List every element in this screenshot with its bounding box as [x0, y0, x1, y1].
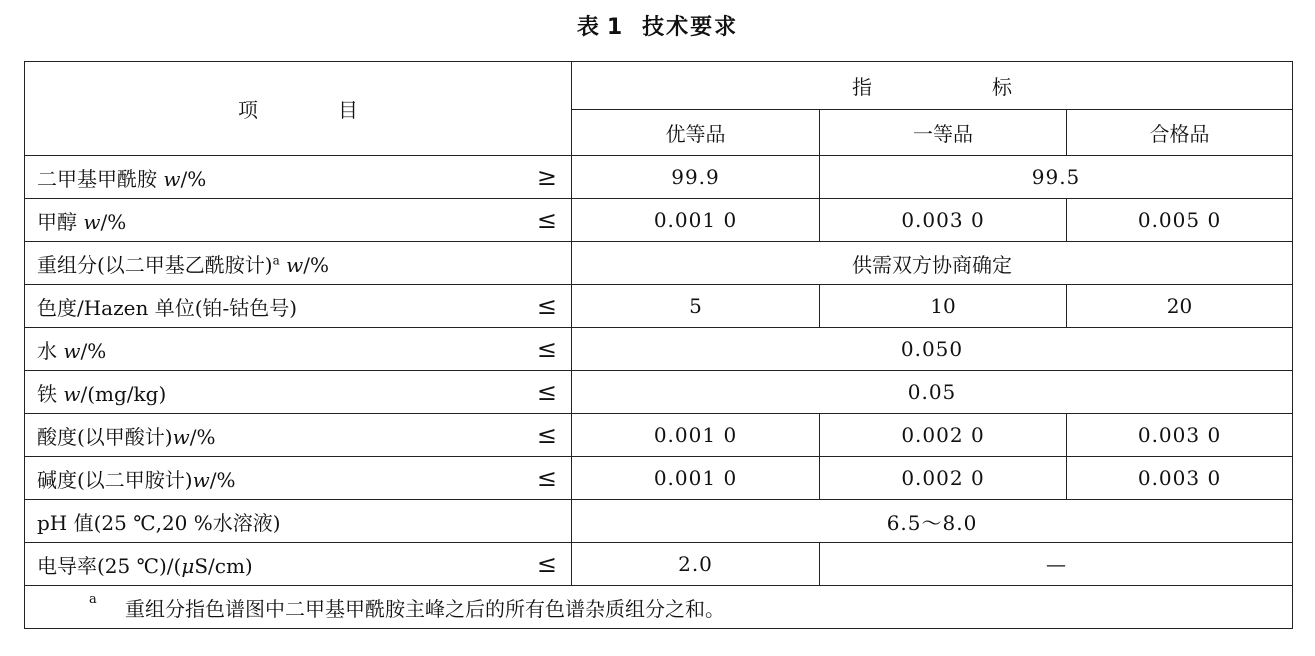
footnote-row — [25, 586, 1293, 629]
row-value: 供需双方协商确定 — [572, 242, 1293, 285]
row-item — [25, 500, 572, 543]
row-var: w — [63, 381, 81, 406]
row-operator: ≤ — [536, 335, 557, 363]
row-item — [25, 457, 572, 500]
table-row — [25, 285, 1293, 328]
row-value: 0.003 0 — [1067, 414, 1293, 457]
row-operator: ≤ — [536, 292, 557, 320]
row-item — [25, 543, 572, 586]
table-row — [25, 457, 1293, 500]
table-row — [25, 414, 1293, 457]
table-row — [25, 156, 1293, 199]
footnote-mark: a — [89, 592, 97, 607]
row-label: pH 值(25 ℃,20 %水溶液) — [37, 510, 281, 535]
row-item — [25, 371, 572, 414]
row-label: 色度/Hazen 单位(铂-钴色号) — [37, 295, 298, 320]
header-row — [25, 62, 1293, 110]
row-unit: /% — [189, 424, 216, 449]
row-label: 酸度(以甲酸计) — [37, 424, 173, 449]
row-var: w — [286, 252, 304, 277]
header-grade-premium: 优等品 — [572, 110, 820, 156]
row-unit: /% — [303, 252, 329, 277]
row-unit: /% — [180, 166, 207, 191]
row-label: 水 — [37, 338, 64, 363]
header-grade-qualified: 合格品 — [1067, 110, 1293, 156]
row-value: 0.002 0 — [820, 414, 1067, 457]
row-label: 碱度(以二甲胺计) — [37, 467, 193, 492]
row-operator: ≤ — [536, 550, 557, 578]
row-value: 0.003 0 — [820, 199, 1067, 242]
row-item — [25, 328, 572, 371]
row-operator: ≤ — [536, 206, 557, 234]
row-label: 电导率(25 ℃)/( — [37, 553, 182, 578]
table-row — [25, 199, 1293, 242]
header-grade-first: 一等品 — [820, 110, 1067, 156]
row-item — [25, 199, 572, 242]
row-value: 2.0 — [572, 543, 820, 586]
row-value: 0.001 0 — [572, 199, 820, 242]
row-footnote-mark: a — [272, 252, 280, 267]
row-var: w — [163, 166, 181, 191]
row-value: 5 — [572, 285, 820, 328]
row-value: 0.002 0 — [820, 457, 1067, 500]
row-item — [25, 242, 572, 285]
row-unit: /(mg/kg) — [80, 381, 167, 406]
table-row — [25, 242, 1293, 285]
title-prefix: 表 — [576, 15, 601, 40]
row-unit: /% — [80, 338, 107, 363]
row-var: w — [83, 209, 101, 234]
row-label: 铁 — [37, 381, 64, 406]
row-value: 99.5 — [820, 156, 1293, 199]
row-operator: ≤ — [536, 378, 557, 406]
table-row — [25, 328, 1293, 371]
technical-requirements-table — [24, 61, 1293, 629]
row-value: 0.05 — [572, 371, 1293, 414]
row-value: 99.9 — [572, 156, 820, 199]
header-item: 项 目 — [25, 62, 572, 156]
row-value: — — [820, 543, 1293, 586]
row-var: μ — [181, 553, 195, 578]
row-value: 0.050 — [572, 328, 1293, 371]
row-value: 0.001 0 — [572, 457, 820, 500]
row-label: 二甲基甲酰胺 — [37, 166, 164, 191]
title-text: 技术要求 — [642, 15, 739, 40]
header-indicator: 指 标 — [572, 62, 1293, 110]
row-unit: /% — [100, 209, 127, 234]
row-item — [25, 156, 572, 199]
row-value: 20 — [1067, 285, 1293, 328]
title-number: 1 — [606, 15, 625, 40]
footnote-text: 重组分指色谱图中二甲基甲酰胺主峰之后的所有色谱杂质组分之和。 — [125, 596, 725, 621]
row-item — [25, 414, 572, 457]
footnote — [25, 586, 1293, 629]
row-operator: ≤ — [536, 464, 557, 492]
table-title — [0, 10, 1315, 41]
row-var: w — [63, 338, 81, 363]
row-operator: ≥ — [536, 163, 557, 191]
row-value: 6.5～8.0 — [572, 500, 1293, 543]
row-label: 甲醇 — [37, 209, 84, 234]
row-unit: /% — [209, 467, 236, 492]
row-label: 重组分(以二甲基乙酰胺计) — [37, 252, 273, 277]
row-value: 10 — [820, 285, 1067, 328]
row-item — [25, 285, 572, 328]
table-row — [25, 371, 1293, 414]
row-value: 0.001 0 — [572, 414, 820, 457]
row-var: w — [192, 467, 210, 492]
table-row — [25, 500, 1293, 543]
row-unit: S/cm) — [194, 553, 253, 578]
table-row — [25, 543, 1293, 586]
row-value: 0.003 0 — [1067, 457, 1293, 500]
row-var: w — [172, 424, 190, 449]
row-operator: ≤ — [536, 421, 557, 449]
row-value: 0.005 0 — [1067, 199, 1293, 242]
